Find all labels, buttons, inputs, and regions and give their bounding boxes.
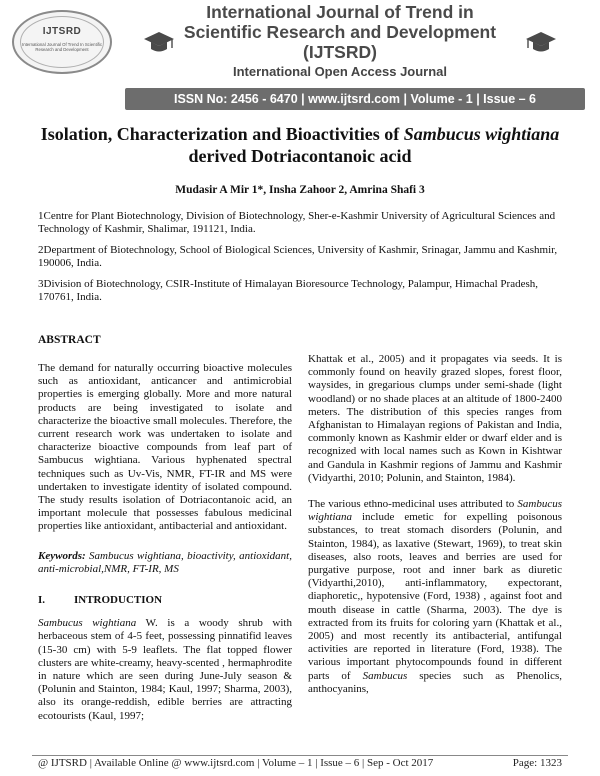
left-column [38, 362, 292, 723]
body-text: include emetic for expelling poisonous substances, to treat stomach disorders (Polunin, and Stainton, 1984), as laxative (Stewart, 1969), to treat skin diseases, also roots, leaves and berries are used for purgative purpose, root and inner bark as diuretic (Vidyarthi,2010), anti-inflammatory, expectorant, diaphoretic,, hypotensive (Ford, 1938) , against foot and mouth disease in cattle (Sharma, 2003). The dye is extracted from its fruits for coloring yarn (Khattak et al., 2005) and most recently its antibacterial, antifungal activities are reported in literature (Ford, 1938). The various important phytocompounds found in different parts of [308, 511, 562, 682]
footer-divider [32, 755, 568, 756]
section-number: I. [38, 594, 46, 607]
issn-line: ISSN No: 2456 - 6470 | www.ijtsrd.com | Volume - 1 | Issue – 6 [173, 92, 536, 106]
author-list: Mudasir A Mir 1*, Insha Zahoor 2, Amrina Shafi 3 [175, 184, 425, 196]
title-part: derived Dotriacontanoic acid [188, 146, 412, 166]
section-heading [38, 594, 292, 607]
body-paragraph: Khattak et al., 2005) and it propagates via seeds. It is commonly found on heavily grazed slopes, forest floor, waysides, in gregarious clumps under semi-shade (light woodland) or no shade places at an altitude of 1800-2400 meters. The distribution of this species ranges from Afghanistan to Himalayan regions of Pakistan and India, commonly known as Kashmir elder or dwarf elder and is recognized with local names such as Kown in Kishtwar and Gandula in Kashmir regions of Jammu and Kashmir (Vidyarthi, 2010; Polunin, and Stainton, 1984). [308, 353, 562, 484]
page-footer [38, 757, 562, 769]
journal-subtitle: International Open Access Journal [232, 64, 448, 79]
genus-name: Sambucus [362, 669, 408, 682]
logo-text: International Journal Of Trend In Scientific Research and Development [22, 42, 103, 52]
right-column [308, 353, 562, 696]
title-part: Isolation, Characterization and Bioactivities of [40, 124, 404, 144]
paper-title [40, 123, 560, 167]
page-number: Page: 1323 [512, 757, 562, 769]
body-text: species such as Phenolics, anthocyanins, [308, 669, 562, 695]
affiliation: 1Centre for Plant Biotechnology, Division of Biotechnology, Sher-e-Kashmir University of Agricultural Sciences and Technology of Kashmir, Shalimar, 191121, India. [38, 210, 556, 235]
species-name: Sambucus wightiana [38, 617, 137, 630]
section-title: INTRODUCTION [74, 594, 163, 607]
keywords-text: Sambucus wightiana, bioactivity, antioxidant, anti-microbial,NMR, FT-IR, MS [38, 549, 292, 575]
intro-text: W. is a woody shrub with herbaceous stem of 4-5 feet, possessing pinnatifid leaves (15-30 cm) with 5-9 leaflets. The flat topped flower clusters are white-creamy, heavy-scented , hermaphrodite in nature which are seen during June-July season & (Polunin and Stainton, 1984; Kaul, 1997; Sharma, 2003), also its orange-reddish, edible berries are attracting ecotourists (Kaul, 1997; [38, 617, 292, 722]
species-name: Sambucus wightiana [308, 498, 562, 524]
abstract-body: The demand for naturally occurring bioactive molecules such as antioxidant, anticancer and antimicrobial properties is emerging globally. More and more natural products are being investigated to isolate and characterize the bioactive small molecules. Therefore, the current research work was undertaken to isolate and characterize bioactive compounds from leaf part of Sambucus wightiana. Various hyphenated spectral techniques such as Uv-Vis, NMR, FT-IR and MS were undertaken to investigate identity of isolated compound. The study results isolation of Dotriacontanoic acid, an important molecule that possesses fabulous medicinal properties like antioxidant, antibacterial and antioxidant. [38, 362, 292, 533]
affiliation: 3Division of Biotechnology, CSIR-Institute of Himalayan Bioresource Technology, Palampur, Himachal Pradesh, 170761, India. [38, 278, 539, 303]
title-species: Sambucus wightiana [403, 124, 560, 144]
graduation-cap-icon [525, 30, 557, 54]
footer-text: @ IJTSRD | Available Online @ www.ijtsrd.com | Volume – 1 | Issue – 6 | Sep - Oct 2017 [38, 757, 434, 769]
keywords [38, 550, 292, 576]
journal-header [0, 0, 600, 120]
affiliation: 2Department of Biotechnology, School of Biological Sciences, University of Kashmir, Srinagar, Jammu and Kashmir, 190006, India. [38, 244, 558, 269]
journal-title: International Journal of Trend in Scientific Research and Development (IJTSRD) [183, 2, 497, 62]
keywords-label: Keywords: [38, 549, 86, 562]
logo-abbreviation: IJTSRD [42, 26, 82, 37]
journal-logo [12, 10, 112, 74]
graduation-cap-icon [143, 30, 175, 54]
intro-paragraph [38, 617, 292, 723]
body-paragraph [308, 498, 562, 696]
abstract-heading: ABSTRACT [38, 334, 101, 346]
body-text: The various ethno-medicinal uses attributed to [308, 498, 518, 511]
